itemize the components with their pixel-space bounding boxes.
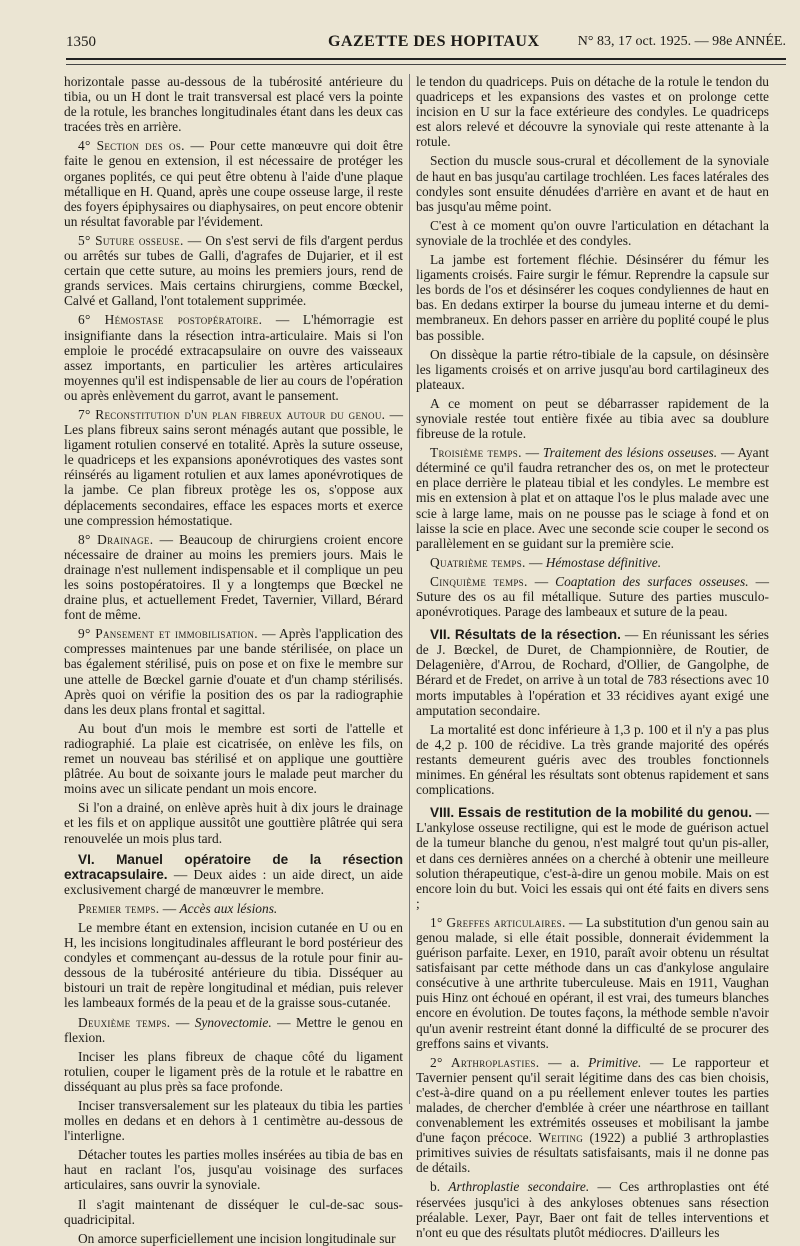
step-5: Cinquième temps. — Coaptation des surfaces osseuses. — Suture des os au fil métallique. Suture des parties musculo-aponévrotiques. Parage des lambeaux et suture de la peau. bbox=[416, 573, 769, 620]
section-5 bbox=[64, 233, 403, 308]
section-label: 5° Suture osseuse. bbox=[78, 232, 184, 248]
paragraph: La jambe est fortement fléchie. Désinsérer du fémur les ligaments croisés. Faire surgir le fémur. Reprendre la capsule sur les bords de l'os et désinsérer les coques condyliennes de haut en bas. En dedans extirper la bourse du jumeau interne et du demi-membraneux. En dehors passer en arrière du poplité coupé le plus bas possible. bbox=[416, 252, 769, 343]
subsection-secondary bbox=[416, 1179, 769, 1239]
section-heading: VIII. Essais de restitution de la mobilité du genou. bbox=[430, 805, 753, 821]
section-text: — Deux aides : un aide direct, un aide exclusivement chargé de manœuvrer le membre. bbox=[64, 866, 403, 897]
section-vii bbox=[416, 627, 769, 718]
paragraph: On amorce superficiellement une incision longitudinale sur bbox=[78, 1230, 396, 1246]
section-heading: VII. Résultats de la résection. bbox=[430, 627, 621, 643]
subsection-label: 2° Arthroplasties. bbox=[430, 1054, 540, 1070]
subsection-text: — Le rapporteur et Tavernier pensent qu'il serait légitime dans des cas bien choisis, c'est-à-dire quand on a pu réellement enlever toutes les parties malades, de chercher d'emblée à créer une néarthrose en taillant convenablement les extrémités osseuses et mobilisant la jambe d'une façon précoce. bbox=[416, 1054, 769, 1146]
paragraph: Inciser les plans fibreux de chaque côté du ligament rotulien, couper le ligament près de la rotule et le rabattre en disséquant au plus près sa face profonde. bbox=[64, 1048, 403, 1094]
step-2: Deuxième temps. — Synovectomie. — Mettre le genou en flexion. bbox=[64, 1014, 403, 1045]
section-vi bbox=[64, 852, 403, 897]
paragraph: Détacher toutes les parties molles insérées au tibia de bas en haut en raclant l'os, jusqu'au voisinage des surfaces articulaires, sans ouvrir la synoviale. bbox=[64, 1147, 403, 1193]
step-title: Traitement des lésions osseuses. bbox=[542, 445, 718, 461]
step-label: Quatrième temps. bbox=[430, 554, 526, 570]
paragraph: Inciser transversalement sur les plateaux du tibia les parties molles en dedans et en dehors à 1 centimètre au-dessous de l'interligne. bbox=[64, 1098, 403, 1144]
subsection-label: 1° Greffes articulaires. bbox=[430, 914, 566, 930]
section-viii bbox=[416, 805, 769, 911]
paragraph: Au bout d'un mois le membre est sorti de l'attelle et radiographié. La plaie est cicatrisée, on enlève les fils, on remet un nouveau bas stérilisé et on applique une gouttière plâtrée. Au bout de soixante jours le malade peut marcher du moins avec un silicate pendant un mois encore. bbox=[64, 720, 403, 797]
section-text: — Les plans fibreux sains seront ménagés autant que possible, le ligament rotulien conservé en totalité. Après la suture osseuse, le quadriceps et les expansions aponévrotiques des vastes sont réinsérés au ligament rotulien et aux lames aponévrotiques de la jambe. Ce plan fibreux protège les os, s'oppose aux déplacements secondaires, efface les espaces morts et exerce une compression hémostatique. bbox=[64, 406, 403, 528]
page-number: 1350 bbox=[66, 34, 96, 50]
paragraph: Il s'agit maintenant de disséquer le cul-de-sac sous-quadricipital. bbox=[64, 1196, 403, 1227]
section-label: 4° Section des os. bbox=[78, 138, 185, 154]
section-text: — Pour cette manœuvre qui doit être faite le genou en extension, il est nécessaire de protéger les organes poplités, ce qui peut être obtenu à l'aide d'une plaque métallique en H. Quand, après une coupe osseuse large, il reste des foyers épiphysaires ou diaphysaires, on peut encore obtenir un résultat favorable par l'évidement. bbox=[64, 138, 403, 229]
left-column bbox=[64, 74, 404, 1246]
step-label: Deuxième temps. bbox=[78, 1014, 171, 1030]
header-rule-thin bbox=[66, 64, 786, 65]
right-column bbox=[416, 74, 769, 1240]
step-3: Troisième temps. — Traitement des lésions osseuses. — Ayant déterminé ce qu'il faudra retrancher des os, on met le protecteur en place derrière le plateau tibial et les condyles. Le membre est mis en extension à plat et on attaque l'os le plus malade avec une scie à large lame, mais on ne pousse pas le sciage à fond et on laisse la scie en place. Avec une seconde scie couper le second os parallèlement en se guidant sur la première scie. bbox=[416, 445, 769, 551]
step-text: — Suture des os au fil métallique. Suture des parties musculo-aponévrotiques. Parage des lambeaux et suture de la peau. bbox=[416, 573, 769, 620]
section-label: 6° Hémostase postopératoire. bbox=[78, 312, 263, 328]
paragraph: horizontale passe au-dessous de la tubérosité antérieure du tibia, ou un H dont le trait transversal est placé vers la pointe de la rotule, les branches longitudinales étant dans les deux cas tracées très en arrière. bbox=[64, 74, 403, 135]
section-text: — Beaucoup de chirurgiens croient encore nécessaire de drainer au moins les premiers jours. Mais le drainage n'est nullement indispensable et il complique un peu les soins postopératoires. Il y a longtemps que Bœckel ne draine plus, et actuellement Fredet, Tavernier, Villard, Bérard font de même. bbox=[64, 531, 404, 623]
paragraph: le tendon du quadriceps. Puis on détache de la rotule le tendon du quadriceps et les expansions des vastes et on prolonge cette incision en U sur la face extérieure des condyles. Le quadriceps est alors relevé et découvre la synoviale qui reste attenante à la rotule. bbox=[416, 74, 769, 150]
section-label: 7° Reconstitution d'un plan fibreux autour du genou. bbox=[78, 406, 386, 422]
step-title: Synovectomie. bbox=[194, 1014, 272, 1030]
author-name: Weiting bbox=[538, 1130, 584, 1146]
section-heading: VI. Manuel opératoire de la résection extracapsulaire. bbox=[64, 851, 403, 882]
subsection-title: Arthroplastie secondaire. bbox=[448, 1179, 590, 1195]
paragraph: Section du muscle sous-crural et décollement de la synoviale de haut en bas jusqu'au cartilage trochléen. Les faces latérales des condyles sont ensuite dénudées d'arrière en avant et de haut en bas jusqu'au même point. bbox=[416, 153, 769, 214]
step-title: Coaptation des surfaces osseuses. bbox=[555, 573, 749, 589]
step-text: — Ayant déterminé ce qu'il faudra retrancher des os, on met le protecteur en place derrière le plateau tibial et les condyles. Le membre est mis en extension à plat et on attaque l'os le plus malade avec une scie à large lame, mais on ne pousse pas le sciage à fond et on laisse la scie en place. Avec une seconde scie couper le second os parallèlement en se guidant sur la première scie. bbox=[416, 445, 769, 551]
section-7 bbox=[64, 407, 403, 528]
section-6 bbox=[64, 312, 403, 403]
section-9 bbox=[64, 626, 403, 717]
page-header bbox=[66, 28, 786, 54]
section-8 bbox=[64, 532, 403, 623]
step-4: Quatrième temps. — Hémostase définitive. bbox=[430, 554, 662, 570]
paragraph: A ce moment on peut se débarrasser rapidement de la synoviale restée tout entière fixée au tibia avec sa doublure fibreuse de la rotule. bbox=[416, 395, 769, 442]
subsection-greffes bbox=[416, 915, 769, 1051]
paragraph: La mortalité est donc inférieure à 1,3 p. 100 et il n'y a pas plus de 4,2 p. 100 de récidive. La très grande majorité des opérés restants demeurent guéris avec des troubles fonctionnels minimes. En général les résultats sont obtenus rapidement et sans complications. bbox=[416, 721, 769, 798]
step-label: Troisième temps. bbox=[430, 445, 522, 461]
section-label: 8° Drainage. bbox=[78, 531, 154, 547]
subsection-text: (1922) a publié 3 arthroplasties primitives suivies de résultats satisfaisants, mais il ne donne pas de détails. bbox=[416, 1130, 769, 1176]
issue-info: N° 83, 17 oct. 1925. — 98e ANNÉE. bbox=[577, 34, 786, 49]
subsection-title: Primitive. bbox=[588, 1054, 642, 1070]
step-title: Hémostase définitive. bbox=[545, 554, 662, 570]
paragraph: Le membre étant en extension, incision cutanée en U ou en H, les incisions longitudinales affleurant le bord postérieur des condyles et commençant au-dessus de la rotule pour finir au-dessous de la tubérosité antérieure du tibia. Disséquer au bistouri un trait de repère longitudinal et médian, puis relever les lambeaux formés de la peau et de la graisse sous-cutanée. bbox=[64, 919, 403, 1011]
step-1: Premier temps. — Accès aux lésions. bbox=[78, 900, 278, 916]
section-text: — L'ankylose osseuse rectiligne, qui est le mode de guérison actuel de la tumeur blanche du genou, n'est malgré tout qu'un pis-aller, et dans ces dernières années on a cherché à obtenir une meilleure solution thérapeutique, c'est-à-dire un genou mobile. Mais on est encore loin du but. Voici les essais qui ont été faits en divers sens ; bbox=[416, 805, 769, 911]
journal-title: GAZETTE DES HOPITAUX bbox=[328, 33, 540, 50]
subsection-arthroplasties: 2° Arthroplasties. — a. Primitive. — Le rapporteur et Tavernier pensent qu'il serait légitime dans des cas bien choisis, c'est-à-dire quand on a pu réellement enlever toutes les parties malades, de chercher d'emblée à créer une néarthrose en taillant convenablement les extrémités osseuses et mobilisant la jambe d'une façon précoce. Weiting (1922) a publié 3 arthroplasties primitives suivies de résultats satisfaisants, mais il ne donne pas de détails. bbox=[416, 1054, 769, 1176]
subsection-letter: b. bbox=[430, 1179, 449, 1195]
subsection-text: — La substitution d'un genou sain au genou malade, si elle était possible, donnerait évidemment la guérison parfaite. Lexer, en 1910, paraît avoir obtenu un résultat satisfaisant par cette méthode dans un cas d'ankylose angulaire consécutive à une arthrite tuberculeuse. Mais en 1911, Vaughan puis Hinz ont échoué en opérant, il est vrai, des tumeurs blanches encore en évolution. De toutes façons, la méthode semble n'avoir qu'un avenir restreint étant donné la difficulté de se procurer des greffons sains et vivants. bbox=[416, 914, 769, 1051]
section-text: — On s'est servi de fils d'argent perdus ou arrêtés sur tubes de Galli, d'agrafes de Dujarier, et il est certain que cette suture, au moins les premiers jours, rend de grands services. Mais certains chirurgiens, comme Bœckel, Calvé et Galland, l'ont totalement supprimée. bbox=[64, 232, 403, 309]
section-label: 9° Pansement et immobilisation. bbox=[78, 626, 258, 642]
paragraph: C'est à ce moment qu'on ouvre l'articulation en détachant la synoviale de la trochlée et des condyles. bbox=[416, 217, 769, 248]
header-rule bbox=[66, 58, 786, 60]
step-label: Premier temps. bbox=[78, 900, 160, 916]
paragraph: Si l'on a drainé, on enlève après huit à dix jours le drainage et les fils et on applique aussitôt une gouttière plâtrée qui sera renouvelée un mois plus tard. bbox=[64, 800, 403, 846]
section-text: — En réunissant les séries de J. Bœckel, de Duret, de Championnière, de Routier, de Delagenière, d'Arrou, de Rochard, d'Ollier, de Gangolphe, de Bérard et de Fredet, on arrive à un total de 783 résections avec 10 morts imputables à l'opération et 33 récidives ayant exigé une amputation secondaire. bbox=[416, 627, 769, 718]
section-text: — L'hémorragie est insignifiante dans la résection intra-articulaire. Mais si l'on emploie le procédé extracapsulaire on ouvre des vaisseaux assez importants, en particulier les artères articulaires moyennes qu'il est indispensable de lier au cours de l'opération ou après enlèvement du garrot, avant le pansement. bbox=[64, 312, 403, 403]
section-text: — Après l'application des compresses maintenues par une bande stérilisée, on place un bas également stérilisé, puis on pose et on fixe le membre sur une attelle de Bœckel garnie d'ouate et d'un champ stérilisés. Après quoi on vérifie la position des os par la radiographie dans les deux plans frontal et sagittal. bbox=[64, 626, 403, 717]
subsection-text: — Ces arthroplasties ont été réservées jusqu'ici à des ankyloses obtenues sans résection préalable. Lexer, Payr, Baer ont fait de telles interventions et n'ont eu que des résultats plutôt médiocres. D'ailleurs les bbox=[416, 1179, 769, 1240]
paragraph: On dissèque la partie rétro-tibiale de la capsule, on désinsère les ligaments croisés et on arrive jusqu'au bord cartilagineux des plateaux. bbox=[416, 346, 769, 392]
step-text: — Mettre le genou en flexion. bbox=[64, 1014, 403, 1045]
step-title: Accès aux lésions. bbox=[179, 900, 278, 916]
step-label: Cinquième temps. bbox=[430, 573, 528, 589]
column-divider bbox=[409, 74, 410, 1104]
section-4 bbox=[64, 138, 403, 229]
